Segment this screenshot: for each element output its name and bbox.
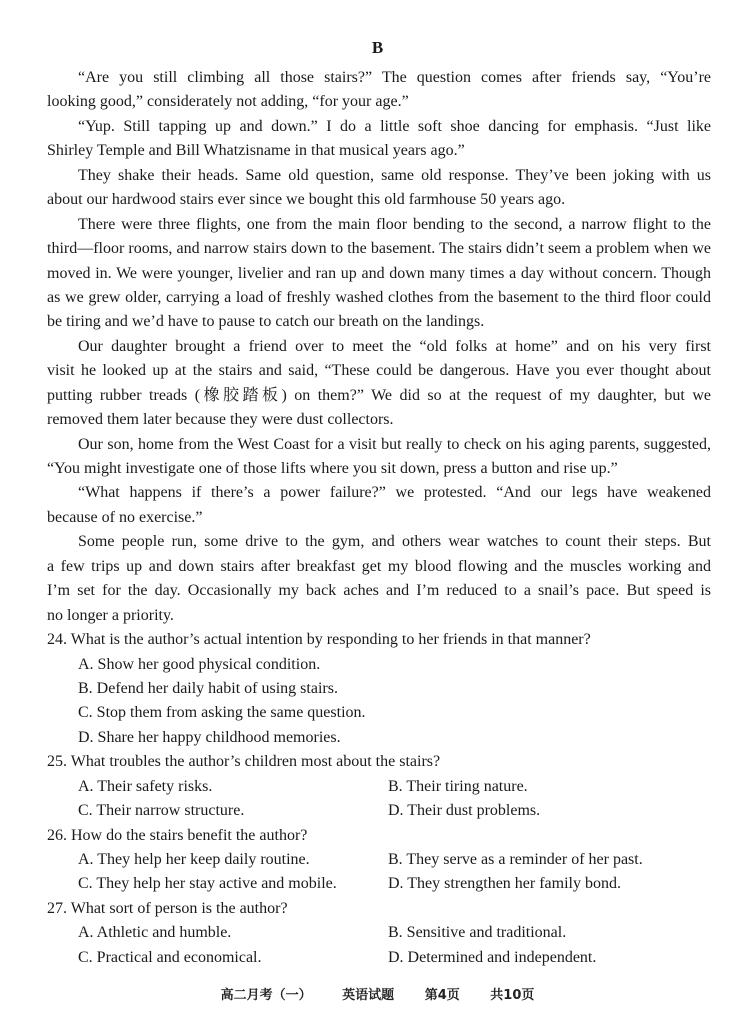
question <box>47 897 711 970</box>
passage-paragraph <box>47 433 711 482</box>
passage-paragraph <box>47 115 711 164</box>
exam-content <box>47 66 711 970</box>
answer-option: A. Athletic and humble. <box>78 924 232 942</box>
question-stem: 26. How do the stairs benefit the author? <box>47 826 308 844</box>
passage-line: third—floor rooms, and narrow stairs down to the basement. The stairs didn’t seem a problem when we <box>47 240 711 258</box>
question <box>47 824 711 897</box>
page-footer <box>0 984 755 1003</box>
question <box>47 750 711 823</box>
passage-line: Our son, home from the West Coast for a visit but really to check on his aging parents, suggested, <box>78 435 711 453</box>
question-stem: 27. What sort of person is the author? <box>47 899 288 917</box>
passage-line: “You might investigate one of those lifts where you sit down, press a button and rise up.” <box>47 460 618 477</box>
footer-page: 第4页 <box>424 988 460 1003</box>
passage-line: no longer a priority. <box>47 606 174 624</box>
answer-option: B. Defend her daily habit of using stairs. <box>78 679 338 697</box>
option-row <box>47 726 711 750</box>
answer-option: D. Determined and independent. <box>388 948 597 966</box>
passage-line: Some people run, some drive to the gym, and others wear watches to count their steps. But <box>78 533 711 551</box>
passage-paragraph <box>47 335 711 433</box>
passage-line: “What happens if there’s a power failure?” we protested. “And our legs have weakened <box>78 484 711 502</box>
answer-option: C. Stop them from asking the same question. <box>78 704 366 722</box>
footer-exam: 高二月考（一） <box>220 988 312 1003</box>
option-row <box>47 799 711 823</box>
option-row <box>47 921 711 945</box>
passage-line: because of no exercise.” <box>47 508 203 526</box>
answer-option: A. Their safety risks. <box>78 777 213 795</box>
question-stem: 25. What troubles the author’s children most about the stairs? <box>47 753 441 771</box>
answer-option: D. They strengthen her family bond. <box>388 875 621 893</box>
passage-line: Shirley Temple and Bill Whatzisname in that musical years ago.” <box>47 142 465 160</box>
passage-line: They shake their heads. Same old question, same old response. They’ve been joking with us <box>78 166 711 184</box>
answer-option: B. Their tiring nature. <box>388 777 528 795</box>
option-row <box>47 872 711 896</box>
question <box>47 628 711 750</box>
answer-option: D. Share her happy childhood memories. <box>78 728 341 746</box>
passage-line: I’m set for the day. Occasionally my back aches and I’m reduced to a snail’s pace. But speed is <box>47 582 711 600</box>
passage-line: be tiring and we’d have to pause to catch our breath on the landings. <box>47 313 485 331</box>
passage-paragraph <box>47 66 711 115</box>
passage-line: a few trips up and down stairs after breakfast get my blood flowing and the muscles working and <box>47 557 711 575</box>
passage-line: moved in. We were younger, livelier and ran up and down many times a day without concern. Though <box>47 264 711 282</box>
passage-paragraph <box>47 481 711 530</box>
question-stem: 24. What is the author’s actual intention by responding to her friends in that manner? <box>47 631 591 649</box>
answer-option: C. They help her stay active and mobile. <box>78 875 337 893</box>
passage-line: visit he looked up at the stairs and said, “These could be dangerous. Have you ever thought about <box>47 362 711 380</box>
answer-option: C. Practical and economical. <box>78 948 262 966</box>
answer-option: A. Show her good physical condition. <box>78 655 321 673</box>
option-row <box>47 653 711 677</box>
answer-option: C. Their narrow structure. <box>78 802 245 820</box>
option-row <box>47 946 711 970</box>
passage-line: Our daughter brought a friend over to meet the “old folks at home” and on his very first <box>78 337 711 355</box>
answer-option: D. Their dust problems. <box>388 802 541 820</box>
passage-paragraph <box>47 164 711 213</box>
option-row <box>47 701 711 725</box>
passage-line: looking good,” considerately not adding, “for your age.” <box>47 93 409 111</box>
passage-line: “Are you still climbing all those stairs?” The question comes after friends say, “You’re <box>78 69 711 86</box>
passage-line: putting rubber treads (橡胶踏板) on them?” We did so at the request of my daughter, but we <box>47 386 711 404</box>
passage-paragraph <box>47 213 711 335</box>
answer-option: B. They serve as a reminder of her past. <box>388 851 643 868</box>
section-title: B <box>371 38 384 57</box>
option-row <box>47 848 711 872</box>
passage-line: “Yup. Still tapping up and down.” I do a little soft shoe dancing for emphasis. “Just like <box>78 117 711 135</box>
answer-option: B. Sensitive and traditional. <box>388 924 567 942</box>
passage-line: There were three flights, one from the main floor bending to the second, a narrow flight to the <box>78 215 711 233</box>
option-row <box>47 677 711 701</box>
passage-paragraph <box>47 530 711 628</box>
option-row <box>47 775 711 799</box>
passage-line: about our hardwood stairs ever since we bought this old farmhouse 50 years ago. <box>47 191 566 209</box>
footer-subject: 英语试题 <box>342 988 395 1003</box>
passage-line: removed them later because they were dust collectors. <box>47 411 394 429</box>
passage-line: as we grew older, carrying a load of freshly washed clothes from the basement to the third floor could <box>47 288 711 306</box>
footer-total: 共10页 <box>490 988 535 1003</box>
answer-option: A. They help her keep daily routine. <box>78 851 310 868</box>
